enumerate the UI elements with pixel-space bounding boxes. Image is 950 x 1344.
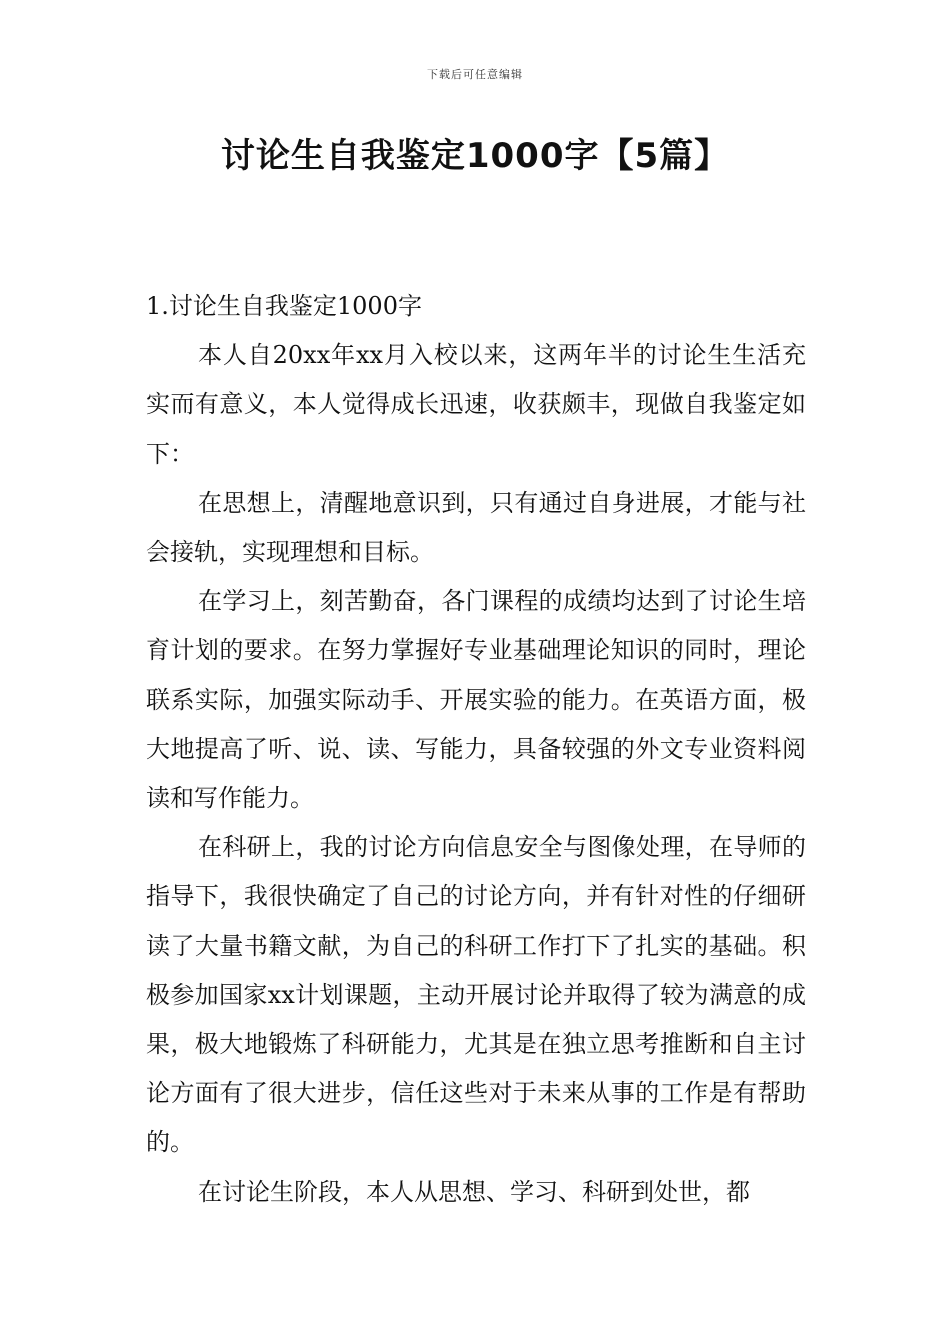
- paragraph-thought: 在思想上，清醒地意识到，只有通过自身进展，才能与社会接轨，实现理想和目标。: [146, 488, 806, 567]
- header-note: 下载后可任意编辑: [427, 68, 523, 81]
- document-title: 讨论生自我鉴定1000字【5篇】: [220, 136, 730, 176]
- section-heading: 1.讨论生自我鉴定1000字: [146, 292, 422, 320]
- paragraph-study: 在学习上，刻苦勤奋，各门课程的成绩均达到了讨论生培育计划的要求。在努力掌握好专业基础理论知识的同时，理论联系实际，加强实际动手、开展实验的能力。在英语方面，极大地提高了听、说、读、写能力，具备较强的外文专业资料阅读和写作能力。: [146, 587, 806, 813]
- paragraph-intro: 本人自20xx年xx月入校以来，这两年半的讨论生生活充实而有意义，本人觉得成长迅速，收获颇丰，现做自我鉴定如下：: [146, 341, 806, 468]
- paragraph-research: 在科研上，我的讨论方向信息安全与图像处理，在导师的指导下，我很快确定了自己的讨论方向，并有针对性的仔细研读了大量书籍文献，为自己的科研工作打下了扎实的基础。积极参加国家xx计划课题，主动开展讨论并取得了较为满意的成果，极大地锻炼了科研能力，尤其是在独立思考推断和自主讨论方面有了很大进步，信任这些对于未来从事的工作是有帮助的。: [146, 833, 806, 1157]
- paragraph-stage: 在讨论生阶段，本人从思想、学习、科研到处世，都: [198, 1177, 750, 1206]
- document-body: [146, 282, 806, 1217]
